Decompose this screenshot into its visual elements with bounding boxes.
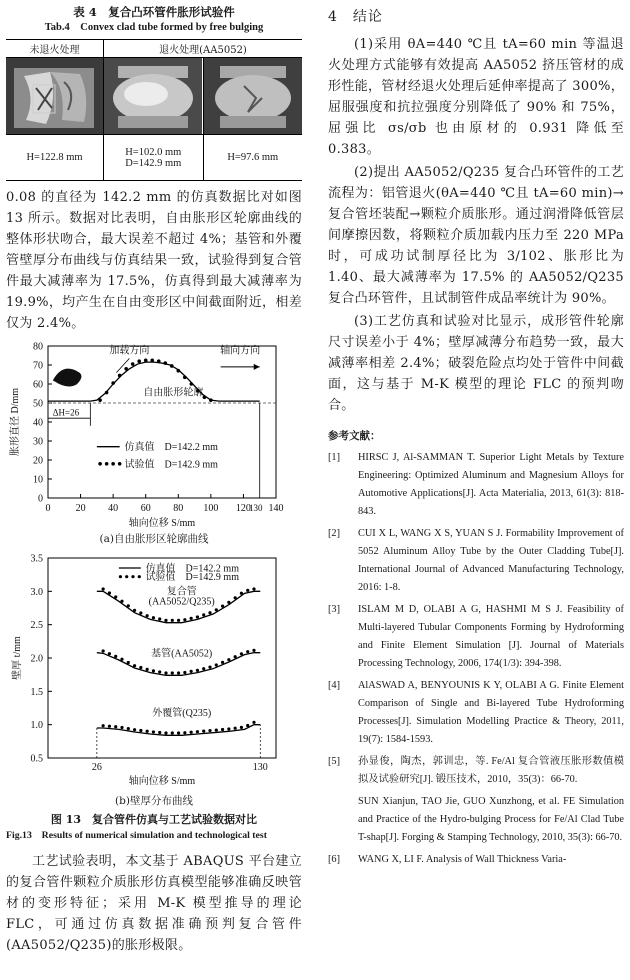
series-experiment-point [221, 604, 224, 607]
series-experiment-point [127, 727, 130, 730]
series-experiment-point [158, 731, 161, 734]
figure-13a-plot [8, 342, 284, 529]
table4-val-1: H=122.8 mm [6, 135, 104, 181]
series-experiment-point [227, 601, 230, 604]
label-clad-tube-material: (AA5052/Q235) [148, 596, 215, 608]
legend-simulation-label: 仿真值 D=142.2 mm [124, 442, 218, 454]
figure-13b-plot [10, 554, 276, 788]
table4-head-unannealed: 未退火处理 [6, 40, 104, 58]
series-experiment-point [252, 721, 255, 724]
y-tick-label: 1.5 [30, 686, 43, 698]
series-experiment-point [133, 609, 136, 612]
reference-text: CUI X L, WANG X S, YUAN S J. Formability Improvement of 5052 Aluminum Alloy Tube by the Outer Cladding Tube[J]. International Journal of Advanced Manufacturing Technology, 2016: 1-8. [358, 528, 624, 593]
series-experiment-point [163, 361, 167, 365]
table4 [6, 39, 302, 181]
series-experiment-point [177, 671, 180, 674]
reference-text: WANG X, LI F. Analysis of Wall Thickness Varia- [358, 854, 567, 865]
photo-annealed-1 [104, 58, 204, 135]
reference-number: [4] [328, 680, 341, 691]
series-experiment-point [131, 362, 135, 366]
series-experiment-point [221, 661, 224, 664]
legend-experiment-label: 试验值 D=142.9 mm [124, 459, 218, 471]
legend-experiment-swatch [118, 462, 122, 466]
series-experiment-point [102, 649, 105, 652]
series-experiment-point [120, 726, 123, 729]
plot-frame [48, 346, 276, 498]
series-experiment-point [108, 725, 111, 728]
series-experiment-point [139, 729, 142, 732]
table4-head-annealed: 退火处理(AA5052) [104, 40, 303, 58]
series-experiment-point [127, 604, 130, 607]
figure-13a-subcaption: (a)自由胀形区轮廓曲线 [99, 533, 209, 545]
series-experiment-point [152, 730, 155, 733]
series-experiment-point [114, 595, 117, 598]
legend-experiment-label: 试验值 D=142.9 mm [145, 572, 239, 584]
photo-unannealed [6, 58, 104, 135]
legend-experiment-swatch [131, 575, 134, 578]
series-experiment-point [176, 369, 180, 373]
series-experiment-point [133, 664, 136, 667]
series-experiment-point [215, 728, 218, 731]
x-tick-label: 0 [45, 503, 51, 514]
y-tick-label: 50 [33, 398, 43, 410]
reference-item [328, 677, 624, 749]
series-experiment-point [227, 658, 230, 661]
table4-val-2b: D=142.9 mm [125, 157, 182, 169]
series-experiment-point [215, 608, 218, 611]
series-experiment-point [202, 613, 205, 616]
left-column [6, 0, 302, 956]
section-4-title: 4 结论 [328, 9, 383, 25]
series-experiment-point [157, 359, 161, 363]
left-paragraph-2: 工艺试验表明，本文基于 ABAQUS 平台建立的复合管件颗粒介质胀形仿真模型能够准确反映管材的变形特征；采用 M-K 模型推导的理论 FLC，可通过仿真数据准确预判复合管件(AA5052/Q235)的胀形极限。 [6, 854, 302, 953]
delta-h-label: ΔH=26 [52, 407, 80, 418]
reference-number: [1] [328, 452, 341, 463]
references-title: 参考文献： [328, 430, 381, 442]
series-experiment-point [246, 724, 249, 727]
figure-13a-chart [6, 338, 302, 528]
x-tick-label: 140 [268, 503, 284, 514]
series-experiment-point [208, 729, 211, 732]
reference-text: AlASWAD A, BENYOUNIS K Y, OLABI A G. Finite Element Comparison of Single and Bi-layered Tube Hydroforming Processes[J]. Simulation Modelling Practice & Theory, 2011, 19(7): 1584-1593. [358, 680, 624, 745]
y-tick-label: 0.5 [30, 753, 43, 765]
reference-number: [5] [328, 756, 341, 767]
series-experiment-point [171, 731, 174, 734]
series-experiment-point [152, 616, 155, 619]
series-experiment-point [196, 730, 199, 733]
x-axis-label: 轴向位移 S/mm [128, 776, 196, 787]
series-experiment-point [177, 619, 180, 622]
y-tick-label: 70 [33, 360, 43, 372]
series-experiment-point [196, 669, 199, 672]
y-tick-label: 60 [33, 379, 43, 391]
reference-text: HIRSC J, Al-SAMMAN T. Superior Light Metals by Texture Engineering: Optimized Aluminum and Magnesium Alloys for Automotive Applications[J]. Acta Materialia, 2013, 61(3): 818-843. [358, 452, 624, 517]
reference-item [328, 601, 624, 673]
table4-val-2a: H=102.0 mm [125, 146, 182, 158]
y-tick-label: 2.0 [30, 653, 43, 665]
legend-experiment-swatch [119, 575, 122, 578]
series-experiment-point [183, 376, 187, 380]
y-tick-label: 0 [38, 493, 43, 505]
series-experiment-point [164, 731, 167, 734]
x-tick-label: 100 [203, 503, 219, 514]
figure-13b-subcaption: (b)壁厚分布曲线 [115, 795, 193, 807]
x-tick-label: 20 [75, 503, 86, 514]
series-experiment-point [105, 391, 109, 395]
series-experiment-point [102, 724, 105, 727]
series-experiment-point [234, 596, 237, 599]
series-experiment-point [252, 587, 255, 590]
series-experiment-point [190, 670, 193, 673]
reference-text: 孙显俊，陶杰，郭训忠，等. Fe/Al 复合管液压胀形数值模拟及试验研究[J]. 锻压技术，2010，35(3)：66-70. [358, 756, 624, 785]
series-experiment-point [183, 731, 186, 734]
series-experiment-point [208, 666, 211, 669]
x-tick-label: 40 [108, 503, 119, 514]
series-experiment-point [98, 398, 102, 402]
x-tick-label: 80 [173, 503, 184, 514]
series-experiment-point [137, 359, 141, 363]
series-experiment-point [208, 611, 211, 614]
series-experiment-point [234, 727, 237, 730]
y-tick-label: 40 [33, 417, 43, 429]
y-tick-label: 1.0 [30, 720, 43, 732]
series-experiment-point [202, 667, 205, 670]
reference-item [328, 793, 624, 847]
series-experiment-point [183, 671, 186, 674]
series-experiment-point [171, 671, 174, 674]
series-experiment-point [164, 671, 167, 674]
series-experiment-point [133, 728, 136, 731]
series-experiment-point [183, 618, 186, 621]
reference-item [328, 851, 624, 869]
series-experiment-point [146, 668, 149, 671]
series-experiment-point [158, 670, 161, 673]
series-experiment-point [158, 617, 161, 620]
series-experiment-point [150, 358, 154, 362]
load-direction-label: 加载方向 [109, 345, 150, 357]
y-tick-label: 20 [33, 455, 43, 467]
label-base-tube: 基管(AA5052) [151, 648, 213, 660]
series-experiment-point [227, 727, 230, 730]
series-experiment-point [118, 374, 122, 378]
conclusion-3: (3)工艺仿真和试验对比显示，成形管件轮廓尺寸误差小于 4%；壁厚减薄分布趋势一致，最大减薄率相差 2.4%；破裂危险点均处于管件中间截面，这与基于 M-K 模型的理论 FLC 的预判吻合。 [328, 314, 624, 413]
series-experiment-point [170, 364, 174, 368]
series-experiment-point [246, 650, 249, 653]
legend-experiment-swatch [111, 462, 115, 466]
series-experiment-point [144, 358, 148, 362]
label-outer-tube: 外覆管(Q235) [152, 708, 212, 719]
series-experiment-point [202, 730, 205, 733]
x-tick-label: 120 [235, 503, 251, 514]
series-experiment-point [114, 725, 117, 728]
series-experiment-point [108, 591, 111, 594]
legend-simulation-label: 仿真值 D=142.2 mm [145, 563, 239, 575]
series-experiment-point [240, 726, 243, 729]
series-experiment-point [120, 600, 123, 603]
series-experiment-point [102, 587, 105, 590]
series-experiment-point [190, 382, 194, 386]
reference-number: [2] [328, 528, 341, 539]
axial-direction-arrowhead [254, 364, 260, 370]
series-experiment-point [164, 619, 167, 622]
photo-annealed-2 [203, 58, 302, 135]
y-tick-label: 3.0 [30, 586, 43, 598]
conclusion-1: (1)采用 θA=440 ℃且 tA=60 min 等温退火处理方式能够有效提高 AA5052 挤压管材的成形性能，管材经退火处理后延伸率提高了 300%，屈服强度和抗拉强度分别降低了 90% 和 75%，屈强比 σs/σb 也由原材的 0.931 降低至 0.383。 [328, 37, 624, 157]
left-paragraph-1: 0.08 的直径为 142.2 mm 的仿真数据比对如图 13 所示。数据对比表明，自由胀形区轮廓曲线的整体形状吻合，最大误差不超过 4%；基管和外覆管壁厚分布曲线与仿真结果一致，试验得到复合管件最大减薄率为 17.5%，仿真得到最大减薄率为 19.9%，均产生在自由变形区中间截面附近，相差仅为 2.4%。 [6, 190, 302, 331]
series-experiment-point [221, 728, 224, 731]
y-axis-label: 胀形直径 D/mm [10, 387, 21, 457]
series-experiment-point [215, 663, 218, 666]
figure-13b-chart [6, 550, 302, 790]
conclusion-2: (2)提出 AA5052/Q235 复合凸环管件的工艺流程为：铝管退火(θA=440 ℃且 tA=60 min)→复合管坯装配→颗粒介质胀形。通过润滑降低管层间摩擦因数，将颗粒介质加载内压力至 220 MPa 时，可成功试制厚径比为 3/102、胀形比为 1.40、最大减薄率为 17.5% 的 AA5052/Q235 复合凸环管件，且试制管件成品率统计为 90%。 [328, 165, 624, 306]
legend-experiment-swatch [105, 462, 109, 466]
table4-caption-en: Tab.4 Convex clad tube formed by free bulging [44, 22, 264, 33]
reference-number [328, 793, 358, 847]
x-tick-label-26: 26 [91, 762, 102, 773]
references-list [328, 449, 624, 869]
series-experiment-point [190, 731, 193, 734]
series-experiment-point [246, 589, 249, 592]
x-tick-label-130: 130 [252, 762, 268, 773]
table4-val-3: H=97.6 mm [203, 135, 302, 181]
y-axis-label: 壁厚 t/mm [12, 636, 23, 680]
x-tick-label-130: 130 [248, 503, 263, 513]
x-axis-label: 轴向位移 S/mm [128, 518, 196, 528]
legend-experiment-swatch [138, 575, 141, 578]
tube-sketch [53, 369, 82, 387]
table4-val-2 [104, 135, 204, 181]
reference-number: [6] [328, 854, 341, 865]
series-experiment-point [127, 661, 130, 664]
figure-13-caption-en: Fig.13 Results of numerical simulation and technological test [6, 830, 267, 841]
y-tick-label: 30 [33, 436, 43, 448]
x-tick-label: 60 [140, 503, 151, 514]
series-experiment-point [114, 655, 117, 658]
free-bulge-region-label: 自由胀形轮廓 [143, 387, 204, 399]
series-experiment-point [234, 655, 237, 658]
reference-text: ISLAM M D, OLABI A G, HASHMI M S J. Feasibility of Multi-layered Tubular Components Forming by Hydroforming and Finite Element Simulation [J]. Journal of Materials Processing Technology, 2006, 174(1/3): 394-398. [358, 604, 624, 669]
reference-item [328, 525, 624, 597]
reference-number: [3] [328, 604, 341, 615]
series-experiment-point [146, 730, 149, 733]
series-experiment-point [111, 381, 115, 385]
series-experiment-point [209, 398, 213, 402]
label-clad-tube: 复合管 [166, 586, 197, 598]
legend-experiment-swatch [98, 462, 102, 466]
series-experiment-point [190, 617, 193, 620]
series-experiment-point [240, 592, 243, 595]
y-tick-label: 3.5 [30, 553, 43, 565]
axial-direction-label: 轴向方向 [220, 345, 261, 357]
series-experiment-point [108, 652, 111, 655]
series-experiment-point [146, 614, 149, 617]
reference-item [328, 449, 624, 521]
series-experiment-point [120, 658, 123, 661]
series-experiment-point [177, 731, 180, 734]
series-experiment-point [240, 652, 243, 655]
figure-13-caption: 图 13 复合管件仿真与工艺试验数据对比 [50, 813, 258, 826]
series-experiment-point [171, 619, 174, 622]
series-experiment-point [139, 666, 142, 669]
table4-caption: 表 4 复合凸环管件胀形试验件 [73, 5, 235, 19]
y-tick-label: 2.5 [30, 620, 43, 632]
y-tick-label: 10 [33, 474, 43, 486]
series-experiment-point [124, 367, 128, 371]
series-experiment-point [196, 615, 199, 618]
legend-experiment-swatch [125, 575, 128, 578]
reference-text: SUN Xianjun, TAO Jie, GUO Xunzhong, et al. FE Simulation and Practice of the Hydro-bulging Process for Fe/Al Clad Tube T-shap[J]. Forging & Stamping Technology, 2010, 35(3): 66-70. [358, 796, 624, 843]
series-experiment-point [139, 611, 142, 614]
y-tick-label: 80 [33, 341, 43, 353]
right-column [328, 0, 624, 873]
reference-item [328, 753, 624, 789]
series-experiment-point [152, 669, 155, 672]
series-experiment-point [252, 649, 255, 652]
